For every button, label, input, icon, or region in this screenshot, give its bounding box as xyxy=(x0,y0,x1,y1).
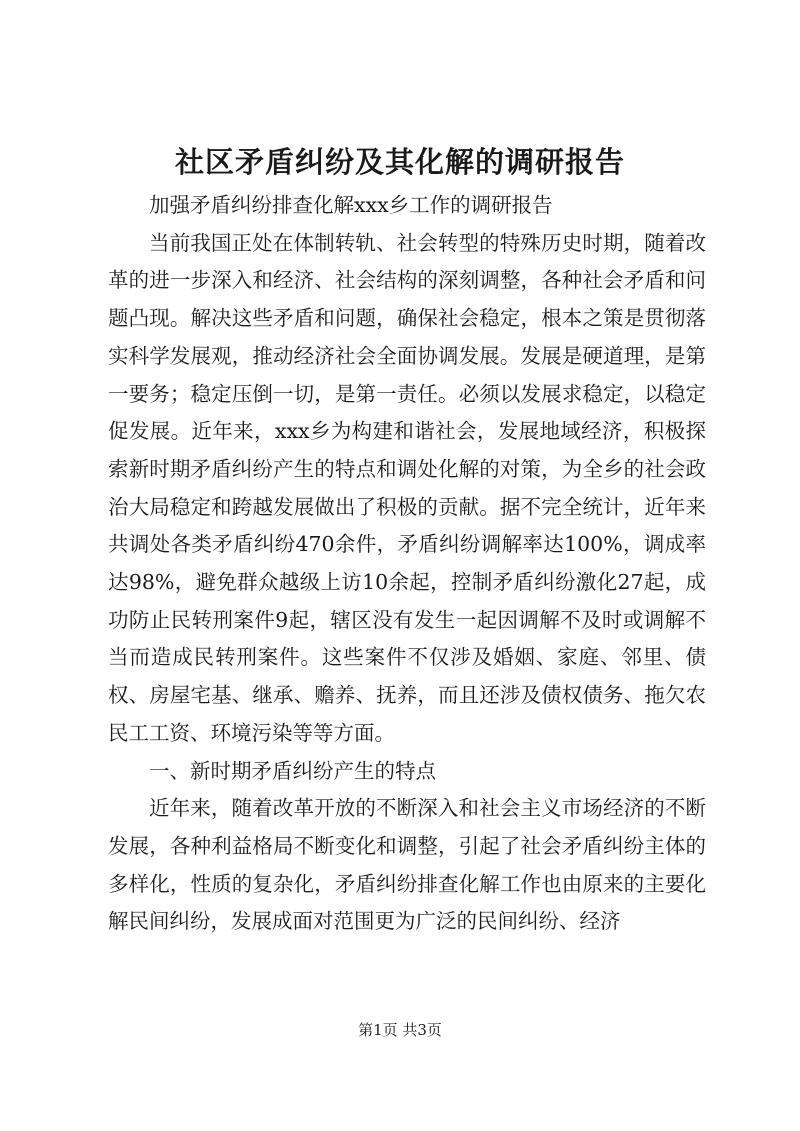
document-body xyxy=(108,187,706,941)
document-title: 社区矛盾纠纷及其化解的调研报告 xyxy=(174,145,625,179)
section-paragraph: 近年来，随着改革开放的不断深入和社会主义市场经济的不断发展，各种利益格局不断变化和调整，引起了社会矛盾纠纷主体的多样化，性质的复杂化，矛盾纠纷排查化解工作也由原来的主要化解民间纠纷，发展成面对范围更为广泛的民间纠纷、经济 xyxy=(108,796,706,934)
subtitle-paragraph: 加强矛盾纠纷排查化解xxx乡工作的调研报告 xyxy=(149,193,553,217)
intro-paragraph: 当前我国正处在体制转轨、社会转型的特殊历史时期，随着改革的进一步深入和经济、社会结构的深刻调整，各种社会矛盾和问题凸现。解决这些矛盾和问题，确保社会稳定，根本之策是贯彻落实科学发展观，推动经济社会全面协调发展。发展是硬道理，是第一要务；稳定压倒一切，是第一责任。必须以发展求稳定，以稳定促发展。近年来，xxx乡为构建和谐社会，发展地域经济，积极探索新时期矛盾纠纷产生的特点和调处化解的对策，为全乡的社会政治大局稳定和跨越发展做出了积极的贡献。据不完全统计，近年来共调处各类矛盾纠纷470余件，矛盾纠纷调解率达100%，调成率达98%，避免群众越级上访10余起，控制矛盾纠纷激化27起，成功防止民转刑案件9起，辖区没有发生一起因调解不及时或调解不当而造成民转刑案件。这些案件不仅涉及婚姻、家庭、邻里、债权、房屋宅基、继承、赡养、抚养，而且还涉及债权债务、拖欠农民工工资、环境污染等等方面。 xyxy=(108,230,706,745)
section-heading: 一、新时期矛盾纠纷产生的特点 xyxy=(149,758,436,783)
page-footer: 第1页 共3页 xyxy=(358,1021,442,1039)
